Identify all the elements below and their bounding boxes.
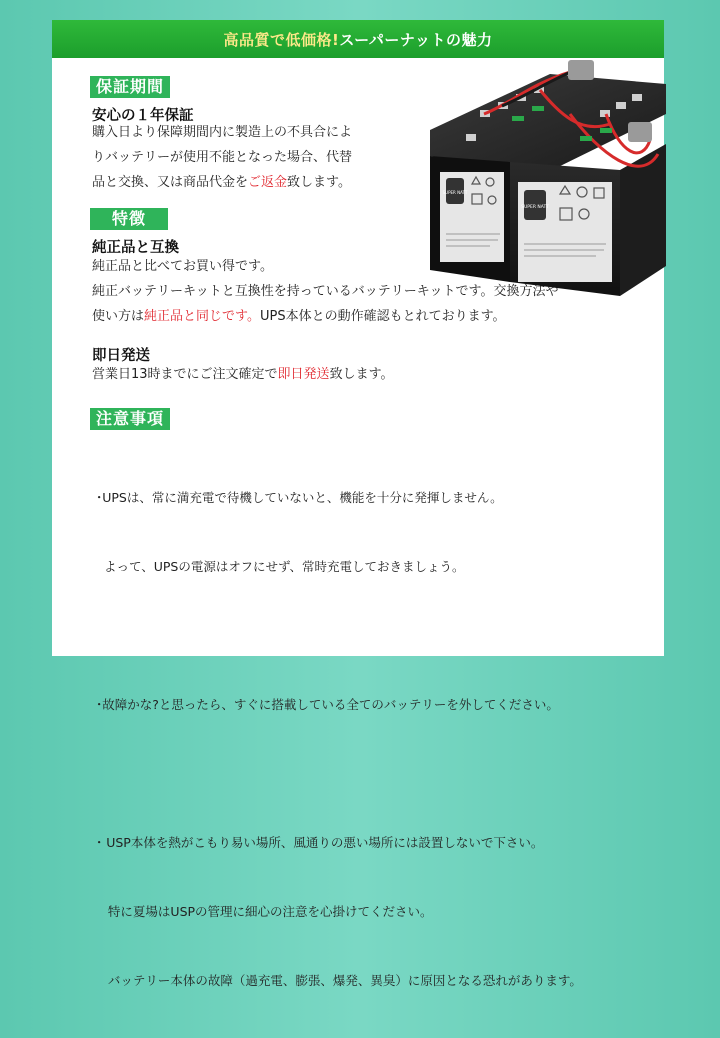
caution-item: ･UPSは、常に満充電で待機していないと、機能を十分に発揮しません。 — [96, 490, 503, 505]
caution-item: よって、UPSの電源はオフにせず、常時充電しておきましょう。 — [96, 559, 465, 574]
features-line-2: 純正バッテリーキットと互換性を持っているバッテリーキットです。交換方法や — [92, 284, 559, 299]
banner-suffix: スーパーナットの魅力 — [339, 30, 493, 49]
connector — [628, 122, 652, 142]
battery-kit-image — [420, 44, 666, 296]
brand-text-right: SUPER NATT — [521, 205, 549, 210]
caution-item: バッテリー本体の故障（過充電、膨張、爆発、異臭）に原因となる恐れがあります。 — [96, 973, 582, 988]
features-highlight: 純正品と同じです。 — [144, 309, 260, 324]
shipping-text — [92, 362, 394, 387]
features-line-1: 純正品と比べてお買い得です。 — [92, 259, 273, 274]
caution-label: 注意事項 — [90, 408, 170, 430]
features-line-3-post: UPS本体との動作確認もとれております。 — [259, 309, 506, 324]
battery-illustration — [420, 44, 666, 296]
shipping-highlight: 即日発送 — [277, 367, 330, 382]
shipping-post: 致します。 — [329, 367, 394, 382]
caution-item: ･故障かな?と思ったら、すぐに搭載している全てのバッテリーを外してください。 — [96, 697, 559, 712]
warranty-line-1: 購入日より保障期間内に製造上の不具合によ — [92, 125, 353, 140]
warranty-line-2: りバッテリーが使用不能となった場合、代替 — [92, 150, 353, 165]
caution-item: ･ USP本体を熱がこもり易い場所、風通りの悪い場所には設置しないで下さい。 — [96, 835, 544, 850]
warranty-tail: 致します。 — [287, 175, 351, 190]
content-card — [52, 20, 664, 988]
shipping-heading: 即日発送 — [92, 348, 150, 364]
brand-text-left: SUPER NATT — [442, 190, 468, 195]
features-line-3 — [92, 304, 662, 329]
shipping-pre: 営業日13時までにご注文確定で — [92, 367, 278, 382]
refund-highlight: ご返金 — [248, 175, 288, 190]
warranty-label: 保証期間 — [90, 76, 170, 98]
caution-item: 特に夏場はUSPの管理に細心の注意を心掛けてください。 — [96, 904, 433, 919]
banner-prefix: 高品質で低価格! — [223, 30, 340, 49]
features-heading: 純正品と互換 — [92, 240, 179, 256]
warranty-text — [92, 120, 422, 195]
warranty-line-3 — [92, 170, 422, 195]
features-line-3-pre: 使い方は — [92, 309, 145, 324]
features-label: 特徴 — [90, 208, 168, 230]
warranty-line-3-text: 品と交換、又は商品代金を — [92, 175, 249, 190]
warranty-heading: 安心の１年保証 — [92, 108, 194, 124]
connector — [568, 60, 594, 80]
caution-list — [96, 440, 582, 1038]
